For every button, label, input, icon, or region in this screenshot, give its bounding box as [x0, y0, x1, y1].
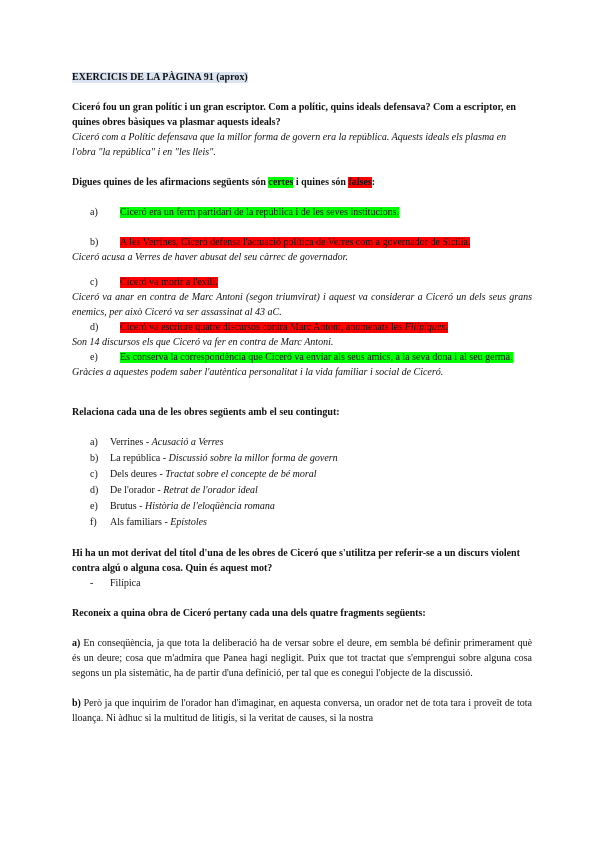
works-list: [72, 435, 532, 531]
statement-d-note: Son 14 discursos els que Ciceró va fer en contra de Marc Antoni.: [72, 337, 334, 348]
statement-a-text: Ciceró era un ferm partidari de la república i de les seves institucions.: [120, 207, 400, 218]
question-1-text: Ciceró fou un gran polític i un gran escriptor. Com a polític, quins ideals defensava? Com a escriptor, en quines obres bàsiques va plasmar aquests ideals?: [72, 102, 516, 128]
document-page: [72, 70, 532, 726]
question-1: [72, 100, 532, 160]
certes-highlight: certes: [268, 177, 294, 188]
work-item: b) La república - Discussió sobre la millor forma de govern: [90, 453, 338, 464]
question-4: [72, 546, 532, 591]
question-1-answer: Ciceró com a Polític defensava que la millor forma de govern era la república. Aquests ideals els plasma en l'obra "la república" i en "les lleis".: [72, 132, 507, 158]
statement-d: d) Ciceró va escriure quatre discursos contra Marc Antoni, anomenats les Filípiques.: [90, 322, 448, 333]
statement-a: a) Ciceró era un ferm partidari de la república i de les seves institucions.: [90, 207, 400, 218]
statement-b-note: Ciceró acusa a Verres de haver abusat del seu càrrec de governador.: [72, 252, 348, 263]
question-4-answer: - Filípica: [90, 578, 141, 589]
statement-e: e) Es conserva la correspondència que Ciceró va enviar als seus amics, a la seva dona i al seu germà.: [90, 352, 513, 363]
question-5-text: Reconeix a quina obra de Ciceró pertany cada una dels quatre fragments següents:: [72, 608, 426, 619]
work-item: f) Als familiars - Epístoles: [90, 517, 207, 528]
statement-c-text: Ciceró va morir a l'exili.: [120, 277, 218, 288]
falses-highlight: falses: [348, 177, 372, 188]
statement-e-text: Es conserva la correspondència que Ciceró va enviar als seus amics, a la seva dona i al seu germà.: [120, 352, 513, 363]
question-4-text: Hi ha un mot derivat del títol d'una de les obres de Ciceró que s'utilitza per referir-se a un discurs violent contra algú o alguna cosa. Quin és aquest mot?: [72, 548, 520, 574]
question-3: [72, 405, 532, 531]
statement-e-note: Gràcies a aquestes podem saber l'autèntica personalitat i la vida familiar i social de Ciceró.: [72, 367, 444, 378]
work-item: c) Dels deures - Tractat sobre el concepte de bé moral: [90, 469, 317, 480]
statement-d-text: Ciceró va escriure quatre discursos contra Marc Antoni, anomenats les Filípiques.: [120, 322, 448, 333]
page-title: EXERCICIS DE LA PÀGINA 91 (aprox): [72, 72, 248, 83]
work-item: e) Brutus - Història de l'eloqüència romana: [90, 501, 275, 512]
question-3-text: Relaciona cada una de les obres següents amb el seu contingut:: [72, 407, 340, 418]
statement-c: c) Ciceró va morir a l'exili.: [90, 277, 218, 288]
work-item: a) Verrines - Acusació a Verres: [90, 437, 224, 448]
work-item: d) De l'orador - Retrat de l'orador ideal: [90, 485, 258, 496]
question-5: [72, 606, 532, 726]
question-2-text: Digues quines de les afirmacions següents són certes i quines són falses:: [72, 177, 376, 188]
statement-b: b) A les Verrines, Ciceró defensa l'actuació política de Verres com a governador de Sicília.: [90, 237, 471, 248]
fragment-b: b) Però ja que inquirim de l'orador han d'imaginar, en aquesta conversa, un orador net de tota tara i proveït de tota lloança. Ni àdhuc si la multitud de litigis, si la veritat de causes, si la nostra: [72, 698, 532, 724]
statement-b-text: A les Verrines, Ciceró defensa l'actuació política de Verres com a governador de Sicília.: [120, 237, 471, 248]
statement-c-note: Ciceró va anar en contra de Marc Antoni (segon triumvirat) i aquest va considerar a Ciceró un dels seus grans enemics, per això Ciceró va ser assassinat al 43 aC.: [72, 292, 532, 318]
question-2: [72, 175, 532, 380]
fragment-a: a) En conseqüència, ja que tota la deliberació ha de versar sobre el deure, em sembla bé definir primerament què és un deure; cosa que m'admira que Panea hagi negligit. Puix que tot tractat que s'emprengui sobre alguna cosa segons un pla sistemàtic, ha de partir d'una definició, per tal que es conegui l'objecte de la discussió.: [72, 638, 533, 679]
